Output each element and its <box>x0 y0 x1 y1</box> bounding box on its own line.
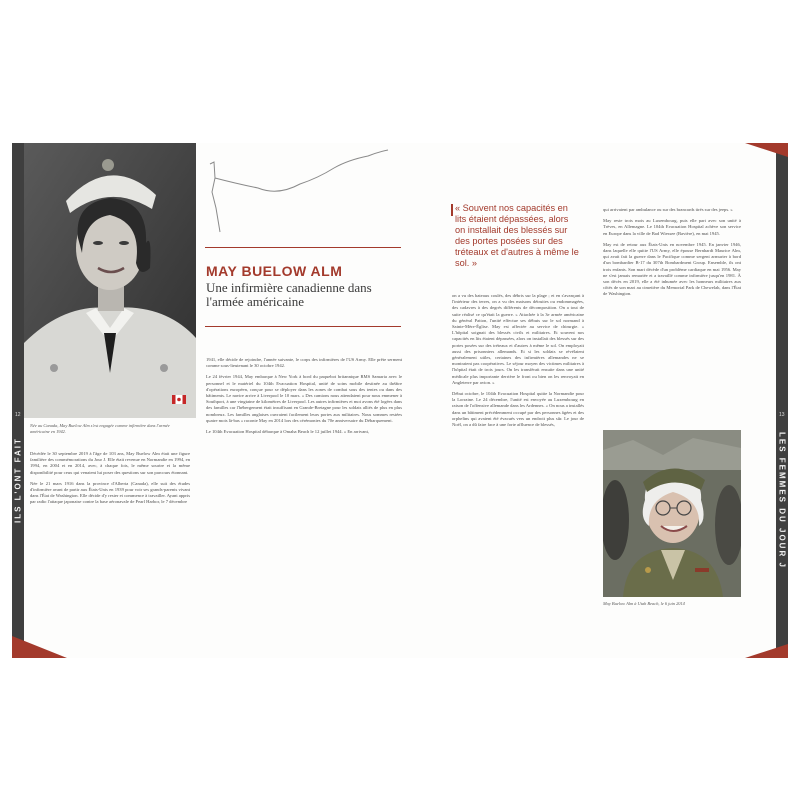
right-page-number: 13 <box>779 412 785 418</box>
col1-paragraph: Décédée le 30 septembre 2019 à l'âge de 103 ans, May Buelow Alm était une figure familière des commémorations du Jour J. Elle était revenue en Normandie en 1994, en 1994, en 2004 et en 2014, avec, à chaque fois, le même sourire et la même disponibilité pour ceux qui venaient lui poser des questions sur son parcours étonnant. <box>30 451 190 475</box>
col3-paragraph: Début octobre, le 104th Evacuation Hospital quitte la Normandie pour la Lorraine. Le 24 décembre, l'unité est envoyée au Luxembourg en raison de l'offensive allemande dans les Ardennes. « On nous a installés dans un bâtiment précédemment occupé par des personnes âgées et des orphelins qui avaient été évacués vers un endroit plus sûr. Le jour de Noël, on a dû faire face à une forte affluence de blessés, <box>452 391 584 428</box>
col3-paragraph: on a vu des bateaux coulés, des débris sur la plage ; et en s'avançant à l'intérieur des terres, on a vu des maisons détruites ou endommagées, des cadavres à des degrés différents de décomposition. On a tout de suite réalisé ce qu'était la guerre. » Attachée à la 3e armée américaine du général Patton, l'unité effectue ses débuts sur le sol normand à Sainte-Mère-Église. May est affectée au service de chirurgie. « L'hôpital soignait des blessés civils et militaires. Et souvent nos capacités en lits étaient dépassées, alors on installait des blessés sur des portes posées sur des tréteaux et d'autres à même le sol. On employait aussi des prisonniers allemands. Et si les soldats se révélaient généralement utiles, certaines des infirmières allemandes ne se montraient pas coopératives. Le séjour moyen des victimes militaires à l'hôpital était de trois jours. On les transférait ensuite dans une unité médicale plus importante derrière le front ou bien on les renvoyait en Angleterre par avion. » <box>452 293 584 385</box>
text-column-1 <box>30 451 190 511</box>
col2-paragraph: 1941, elle décide de rejoindre, l'année suivante, le corps des infirmières de l'US Army. Elle prête serment comme sous-lieutenant le 30 octobre 1942. <box>206 357 402 369</box>
veteran-photo <box>603 430 741 597</box>
quote-bar <box>451 204 453 216</box>
normandy-coast-map <box>208 148 390 238</box>
text-column-3 <box>452 293 584 433</box>
col4-paragraph: qui arrivaient par ambulance ou sur des brancards tirés sur des jeeps. » <box>603 207 733 212</box>
col1-paragraph: Née le 21 mars 1916 dans la province d'Alberta (Canada), elle suit des études d'infirmière avant de partir aux États-Unis en 1939 pour voir ses grands-parents vivant dans l'État de Washington. Elle décide d'y rester et commence à travailler. Ayant appris par radio l'attaque japonaise contre la base aéronavale de Pearl Harbor, le 7 décembre <box>30 480 190 505</box>
article-subtitle: Une infirmière canadienne dans l'armée américaine <box>206 280 372 309</box>
right-sidebar-label: LES FEMMES DU JOUR J <box>777 431 787 569</box>
left-page-number: 12 <box>15 412 21 418</box>
col4-paragraph: May reste trois mois au Luxembourg, puis elle part avec son unité à Trèves, en Allemagne. Le 104th Evacuation Hospital achève son service en Europe dans la ville de Bad Wiessee (Bavière), en mai 1945. <box>603 218 741 236</box>
left-sidebar-label: ILS L'ONT FAIT <box>13 437 23 523</box>
text-column-2 <box>206 357 402 440</box>
col2-paragraph: Le 24 février 1944, May embarque à New York à bord du paquebot britannique RMS Samaria avec le personnel et le matériel du 104th Evacuation Hospital, unité de soins mobile destinée au théâtre d'opérations européen, conçue pour se déployer dans les zones de combat sous des tentes ou dans des bâtiments. Le navire arrive à Liverpool le 10 mars. « Des camions nous attendaient pour nous emmener à Southport, à une vingtaine de kilomètres de Liverpool. Les autres infirmières et moi avons été logées dans des familles car l'hébergement était insuffisant en Grande-Bretagne pour les soldats alliés de plus en plus nombreux. Les familles anglaises ouvraient facilement leurs portes aux militaires. Nous sommes restées quatre mois là-bas » raconte May en 2014 lors des cérémonies du 70e anniversaire du Débarquement. <box>206 374 402 423</box>
text-column-4 <box>603 207 741 303</box>
pull-quote: « Souvent nos capacités en lits étaient dépassées, alors on installait des blessés sur des portes posées sur des tréteaux et d'autres à même le sol. » <box>455 203 579 268</box>
portrait-photo <box>24 143 196 418</box>
col2-paragraph: Le 104th Evacuation Hospital débarque à Omaha Beach le 12 juillet 1944. « En arrivant, <box>206 429 370 435</box>
col4-paragraph: May est de retour aux États-Unis en novembre 1945. En janvier 1946, dans laquelle elle quitte l'US Army, elle épouse Bernhardt Maurice Alm, qui avait fait la guerre dans le Pacifique comme sergent armurier à bord d'un bombardier B-17 du 307th Bombardment Group. Ensemble, ils ont trois enfants. Son mari décède d'un problème cardiaque en mai 1956. May ne s'est jamais remariée et a travaillé comme infirmière jusqu'en 1981. À son décès en 2019, elle a été inhumée avec les honneurs militaires aux côtés de son mari au cimetière du Memorial Park de Chewelah, dans l'État de Washington. <box>603 241 741 297</box>
veteran-caption: May Buelow Alm à Utah Beach, le 6 juin 2014 <box>603 601 685 606</box>
article-title: MAY BUELOW ALM <box>206 263 343 279</box>
left-sidebar <box>12 143 24 658</box>
title-rule-top <box>205 247 401 248</box>
title-rule-bottom <box>205 326 401 327</box>
portrait-caption: Née au Canada, May Buelow Alm s'est engagée comme infirmière dans l'armée américaine en 1942. <box>30 423 170 434</box>
right-red-corner-top <box>745 143 788 157</box>
